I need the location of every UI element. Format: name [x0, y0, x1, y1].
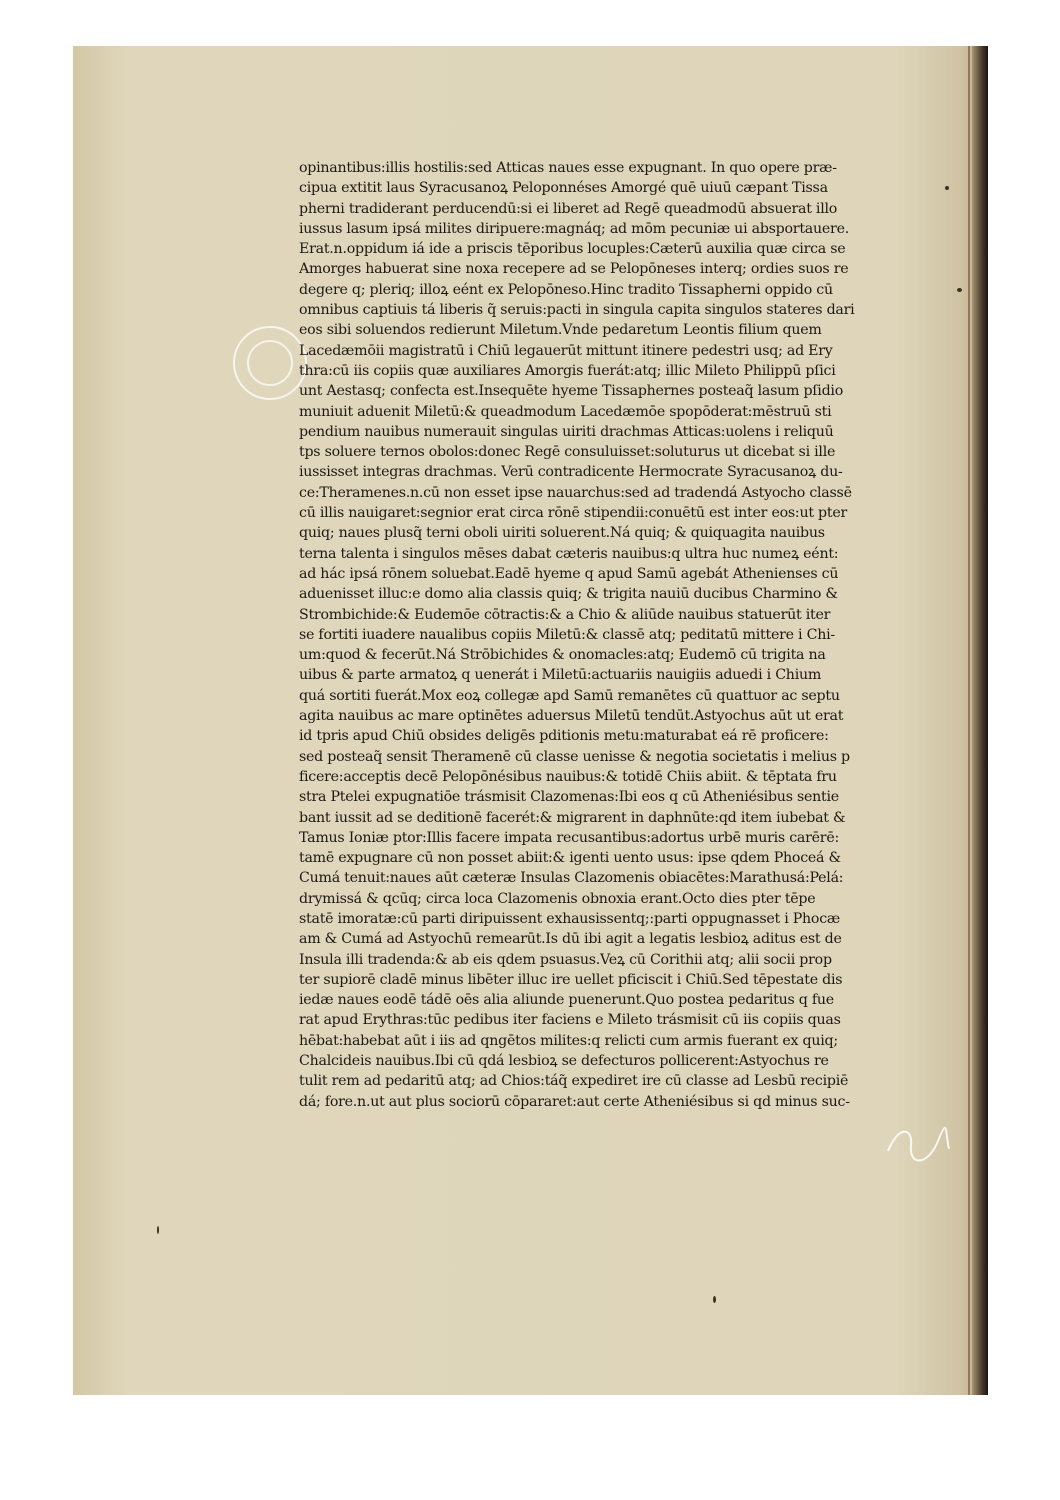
text-line: pendium nauibus numerauit singulas uiriti drachmas Atticas:uolens i reliquū: [299, 423, 834, 440]
text-line: pherni tradiderant perducendū:si ei liberet ad Regē queadmodū absuerat illo: [299, 200, 838, 217]
text-line: quá sortiti fuerát.Mox eoꝝ collegæ apd Samū remanētes cū quattuor ac septu: [299, 687, 840, 704]
text-line: muniuit aduenit Miletū:& queadmodum Lacedæmōe spopōderat:mēstruū sti: [299, 403, 832, 420]
text-line: Strombichide:& Eudemōe cōtractis:& a Chio & aliūde nauibus statuerūt iter: [299, 606, 831, 623]
text-line: opinantibus:illis hostilis:sed Atticas naues esse expugnant. In quo opere præ-: [299, 160, 837, 176]
text-line: unt Aestasq; confecta est.Insequēte hyeme Tissaphernes posteaq̃ lasum pſidio: [299, 383, 843, 400]
library-stamp-watermark: [233, 326, 307, 400]
text-line: omnibus captiuis tá liberis q̃ seruis:pacti in singula capita singulos stateres dari: [299, 302, 855, 319]
text-line: ce:Theramenes.n.cū non esset ipse nauarchus:sed ad tradendá Astyocho classē: [299, 484, 852, 501]
text-line: stra Ptelei expugnatiōe trásmisit Clazomenas:Ibi eos q cū Atheniésibus sentie: [299, 789, 839, 806]
text-line: agita nauibus ac mare optinētes aduersus Miletū tendūt.Astyochus aūt ut erat: [299, 708, 844, 725]
text-line: ter supiorē cladē minus libēter illuc ire uellet pficiscit i Chiū.Sed tēpestate dis: [299, 971, 843, 988]
text-line: se fortiti iuadere naualibus copiis Miletū:& classē atq; peditatū mittere i Chi-: [299, 626, 835, 643]
text-line: Erat.n.oppidum iá ide a priscis tēporibus locuples:Cæterū auxilia quæ circa se: [299, 241, 846, 258]
text-line: cū illis nauigaret:segnior erat circa rōnē stipendii:conuētū est inter eos:ut pter: [299, 505, 848, 522]
text-line: Chalcideis nauibus.Ibi cū qdá lesbioꝝ se defecturos pollicerent:Astyochus re: [299, 1053, 829, 1070]
text-line: quiq; naues plusq̃ terni oboli uiriti soluerent.Ná quiq; & quiquagita nauibus: [299, 525, 825, 542]
text-line: uibus & parte armatoꝝ q uenerát i Miletū:actuariis nauigiis aduedi i Chium: [299, 667, 822, 684]
text-line: drymissá & qcūq; circa loca Clazomenis obnoxia erant.Octo dies pter tēpe: [299, 890, 816, 907]
text-line: thra:cū iis copiis quæ auxiliares Amorgis fuerát:atq; illic Mileto Philippū pſici: [299, 362, 836, 379]
text-line: dá; fore.n.ut aut plus sociorū cōpararet:aut certe Atheniésibus si qd minus suc-: [299, 1093, 850, 1110]
text-line: id tpris apud Chiū obsides deligēs pditionis metu:maturabat eá rē proficere:: [299, 728, 829, 745]
ink-spot: [713, 1296, 716, 1303]
ink-spot: [957, 288, 962, 292]
text-line: bant iussit ad se deditionē facerét:& migrarent in daphnūte:qd item iubebat &: [299, 809, 846, 826]
text-line: sed posteaq̃ sensit Theramenē cū classe uenisse & negotia societatis i melius p: [299, 748, 850, 765]
text-line: Lacedæmōii magistratū i Chiū legauerūt mittunt itinere pedestri usq; ad Ery: [299, 342, 833, 359]
text-line: terna talenta i singulos mēses dabat cæteris nauibus:q ultra huc numeꝝ eént:: [299, 545, 839, 562]
text-line: aduenisset illuc:e domo alia classis quiq; & trigita nauiū ducibus Charmino &: [299, 586, 838, 603]
text-line: Tamus Ioniæ ptor:Illis facere impata recusantibus:adortus urbē muris carērē:: [299, 829, 839, 846]
handwritten-flourish-mark: [883, 1121, 953, 1171]
text-line: iussisset integras drachmas. Verū contradicente Hermocrate Syracusanoꝝ du-: [299, 464, 843, 481]
text-line: tamē expugnare cū non posset abiit:& igenti uento usus: ipse qdem Phoceá &: [299, 850, 841, 867]
body-text: [299, 158, 939, 1112]
text-line: um:quod & fecerūt.Ná Strōbichides & onomacles:atq; Eudemō cū trigita na: [299, 647, 826, 664]
text-line: am & Cumá ad Astyochū remearūt.Is dū ibi agit a legatis lesbioꝝ aditus est de: [299, 931, 842, 948]
text-line: degere q; pleriq; illoꝝ eént ex Pelopōneso.Hinc tradito Tissapherni oppido cū: [299, 281, 833, 298]
text-line: rat apud Erythras:tūc pedibus iter faciens e Mileto trásmisit cū iis copiis quas: [299, 1012, 841, 1029]
text-line: iussus lasum ipsá milites diripuere:magnáq; ad mōm pecuniæ ui absportauere.: [299, 220, 849, 237]
text-line: ad hác ipsá rōnem soluebat.Eadē hyeme q apud Samū agebát Athenienses cū: [299, 565, 839, 582]
text-line: Insula illi tradenda:& ab eis qdem psuasus.Veꝝ cū Corithii atq; alii socii prop: [299, 951, 832, 968]
text-line: statē imoratæ:cū parti diripuissent exhausissentq;:parti oppugnasset i Phocæ: [299, 910, 841, 927]
binding-shadow-line: [968, 46, 970, 1395]
text-line: hēbat:habebat aūt i iis ad qngētos milites:q relicti cum armis fuerant ex quiq;: [299, 1032, 838, 1049]
text-line: eos sibi soluendos redierunt Miletum.Vnde pedaretum Leontis filium quem: [299, 322, 822, 339]
text-line: Cumá tenuit:naues aūt cæteræ Insulas Clazomenis obiacētes:Marathusá:Pelá:: [299, 870, 844, 887]
ink-spot: [157, 1226, 159, 1234]
book-binding-edge: [972, 46, 988, 1395]
ink-spot: [945, 186, 949, 190]
text-line: tulit rem ad pedaritū atq; ad Chios:táq̃ expediret ire cū classe ad Lesbū recipiē: [299, 1073, 849, 1090]
text-line: cipua extitit laus Syracusanoꝝ Peloponnéses Amorgé quē uiuū cæpant Tissa: [299, 180, 828, 197]
text-line: tps soluere ternos obolos:donec Regē consuluisset:soluturus ut dicebat si ille: [299, 444, 836, 461]
page-scan: [73, 46, 988, 1395]
text-line: Amorges habuerat sine noxa recepere ad se Pelopōneses interq; ordies suos re: [299, 261, 849, 278]
text-line: ficere:acceptis decē Pelopōnésibus nauibus:& totidē Chiis abiit. & tēptata fru: [299, 768, 837, 785]
text-line: iedæ naues eodē tádē oēs alia aliunde puenerunt.Quo postea pedaritus q fue: [299, 992, 834, 1009]
